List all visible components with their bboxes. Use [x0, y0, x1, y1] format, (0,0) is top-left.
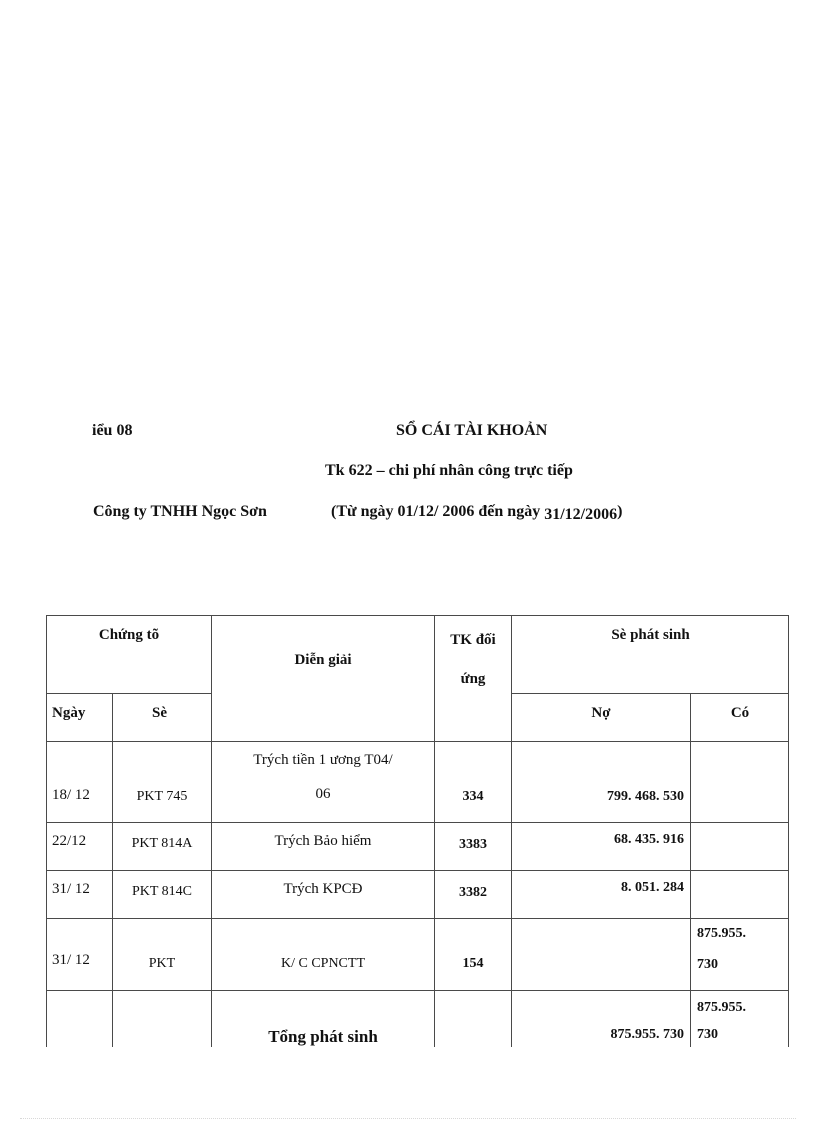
page-bottom-rule [20, 1118, 796, 1119]
row3-dien-giai: Trých KPCĐ [283, 881, 363, 897]
row2-tk: 3383 [459, 837, 487, 852]
header-chung-tu: Chứng tõ [98, 627, 160, 643]
header-dien-giai: Diễn giải [294, 652, 352, 668]
row1-no: 799. 468. 530 [607, 789, 684, 804]
period-range [331, 503, 622, 521]
header-ngay: Ngày [52, 705, 86, 721]
row3-tk: 3382 [459, 885, 487, 900]
grid-line [46, 822, 789, 823]
grid-line [211, 615, 212, 1047]
header-no: Nợ [591, 705, 611, 721]
row2-ngay: 22/12 [52, 833, 87, 849]
total-co-line1: 875.955. [697, 1000, 746, 1015]
row2-dien-giai: Trých Bảo hiểm [274, 833, 372, 849]
total-no: 875.955. 730 [610, 1027, 684, 1042]
ledger-title: SỔ CÁI TÀI KHOẢN [396, 422, 548, 439]
header-tk-doi-ung-line1: TK đối [450, 632, 496, 648]
grid-line [46, 741, 789, 742]
row4-ngay: 31/ 12 [52, 952, 90, 968]
row4-tk: 154 [462, 956, 484, 971]
row4-so: PKT [148, 956, 176, 971]
grid-line [511, 615, 512, 1047]
row3-ngay: 31/ 12 [52, 881, 90, 897]
grid-line [788, 615, 789, 1047]
row2-so: PKT 814A [131, 836, 193, 851]
form-number-fragment: iểu 08 [92, 422, 133, 439]
grid-line [46, 615, 789, 616]
grid-line [46, 870, 789, 871]
row2-no: 68. 435. 916 [614, 832, 684, 847]
row1-tk: 334 [462, 789, 484, 804]
header-so: Sè [152, 705, 167, 721]
header-co: Có [730, 705, 750, 721]
total-label: Tổng phát sinh [268, 1027, 378, 1046]
row4-co-line2: 730 [697, 957, 718, 972]
grid-line [46, 693, 212, 694]
period-end: 31/12/2006 [544, 506, 618, 523]
row1-dien-giai-line2: 06 [315, 786, 331, 802]
header-tk-doi-ung-line2: ứng [460, 671, 486, 687]
company-name: Công ty TNHH Ngọc Sơn [93, 503, 267, 520]
grid-line [511, 693, 789, 694]
ledger-table [46, 615, 789, 1047]
header-so-phat-sinh: Sè phát sinh [611, 627, 690, 643]
grid-line [46, 918, 789, 919]
row3-no: 8. 051. 284 [621, 880, 684, 895]
row1-so: PKT 745 [136, 789, 188, 804]
account-subtitle: Tk 622 – chi phí nhân công trực tiếp [325, 462, 573, 479]
grid-line [46, 615, 47, 1047]
period-start: (Từ ngày 01/12/ 2006 đến ngày [331, 503, 541, 520]
row1-dien-giai-line1: Trých tiền 1 ương T04/ [253, 752, 393, 768]
row1-ngay: 18/ 12 [52, 787, 90, 803]
row4-co-line1: 875.955. [697, 926, 746, 941]
total-co-line2: 730 [697, 1027, 718, 1042]
grid-line [46, 990, 789, 991]
row4-dien-giai: K/ C CPNCTT [280, 956, 365, 971]
period-close: ) [617, 503, 623, 520]
row3-so: PKT 814C [131, 884, 193, 899]
